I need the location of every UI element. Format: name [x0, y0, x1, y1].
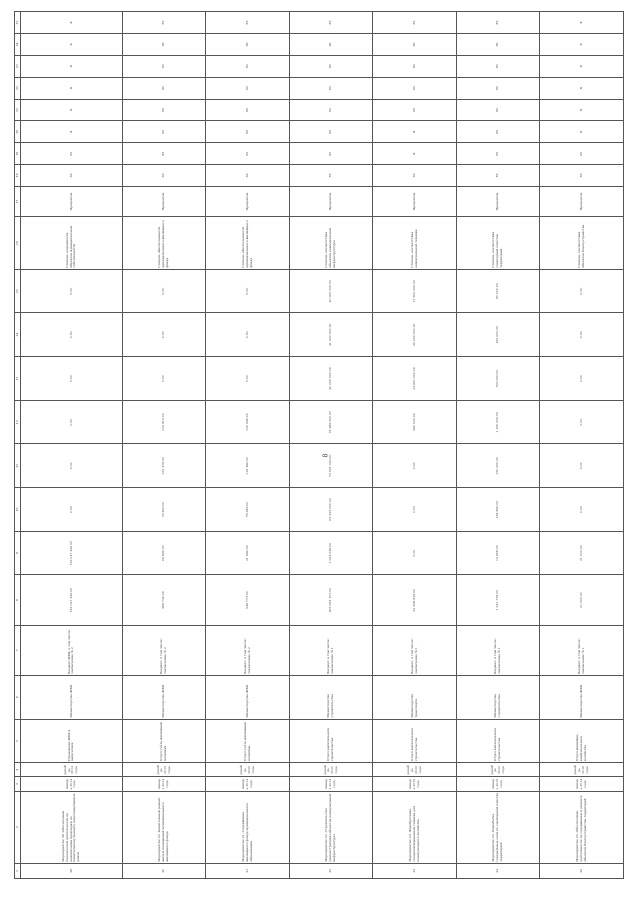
cell-y6: 0,00 [540, 313, 624, 357]
cell-v21: Х [21, 99, 123, 121]
program-table [14, 11, 624, 879]
cell-y4: 120 596,00 [206, 400, 290, 444]
cell-end: декабрь 2015 года [122, 763, 206, 777]
cell-indicator: Степень соответствия коммунальной техники [373, 217, 457, 269]
cell-v23: 85 [289, 55, 373, 77]
header-number-cell: 5 [15, 719, 21, 763]
cell-v20: 85 [122, 121, 206, 143]
cell-v22: Х [540, 77, 624, 99]
header-number-cell: 10 [15, 488, 21, 532]
header-number-cell: 14 [15, 313, 21, 357]
cell-v19: 85 [289, 143, 373, 165]
cell-total: 1 641 779,00 [456, 575, 540, 625]
cell-manager: Министерство ЖКХ [540, 675, 624, 719]
cell-v22: Х [21, 77, 123, 99]
cell-y1: 13 808,00 [456, 531, 540, 575]
cell-manager: Министерство строительства [289, 675, 373, 719]
cell-y3: 0,00 [540, 444, 624, 488]
cell-total: 155 047 436,00 [21, 575, 123, 625]
cell-y5: 500 000,00 [456, 357, 540, 401]
cell-v18: 85 [122, 165, 206, 187]
cell-y4: 0,00 [540, 400, 624, 444]
cell-v25: 85 [289, 12, 373, 34]
cell-y7: 80 000,00 [456, 269, 540, 313]
cell-v25: 85 [206, 12, 290, 34]
cell-y3: 0,00 [21, 444, 123, 488]
cell-indicator: Степень соответствия санитарной очистки территорий [456, 217, 540, 269]
cell-y6: 0,00 [21, 313, 123, 357]
cell-executor: Управление ЖКХ и энергетики [21, 719, 123, 763]
cell-y5: 0,00 [122, 357, 206, 401]
cell-end: декабрь 2020 года [289, 763, 373, 777]
cell-end: декабрь 2020 года [373, 763, 457, 777]
cell-source: Бюджет, в том числе: заключение № 1 [373, 625, 457, 675]
cell-y6: 41 400 000,00 [289, 313, 373, 357]
cell-y4: 0,00 [21, 400, 123, 444]
table-row [289, 12, 373, 879]
cell-name: Мероприятие 39. Обеспечение показателей деятельности по компенсации прокладки по капитальному ремонту многоквартирных домов [21, 791, 123, 863]
cell-executor: Отдел учёта жилищной политики [122, 719, 206, 763]
cell-num: 42 [289, 863, 373, 878]
header-number-cell: 21 [15, 99, 21, 121]
cell-indicator: Степень обеспеченности муниципального жилищного фонда [122, 217, 206, 269]
cell-y5: 0,00 [206, 357, 290, 401]
cell-end: декабрь 2016 года [540, 763, 624, 777]
header-number-cell: 8 [15, 575, 21, 625]
cell-source: Бюджет, в том числе: заключение № 2 [122, 625, 206, 675]
cell-v19: 85 [456, 143, 540, 165]
cell-source: Бюджет, в том числе: заключение № 2 [206, 625, 290, 675]
cell-v19: 85 [122, 143, 206, 165]
cell-v23: Х [540, 55, 624, 77]
header-number-cell: 3 [15, 777, 21, 791]
cell-y5: 50 000 000,00 [289, 357, 373, 401]
cell-v22: 85 [289, 77, 373, 99]
cell-y7: 17 500 000,00 [373, 269, 457, 313]
cell-y6: 0,00 [206, 313, 290, 357]
cell-v23: Х [21, 55, 123, 77]
cell-v18: 85 [540, 165, 624, 187]
header-number-cell: 22 [15, 77, 21, 99]
cell-v22: 85 [456, 77, 540, 99]
cell-unit: Процентов [373, 186, 457, 217]
cell-v22: 85 [122, 77, 206, 99]
cell-name: Мероприятие 41. Содержание жилищного фонда муниципального образования [206, 791, 290, 863]
cell-executor: Отдел капитального строительства [289, 719, 373, 763]
cell-v18: 85 [456, 165, 540, 187]
page-number: 8 [322, 453, 330, 458]
cell-v24: Х [540, 34, 624, 56]
cell-v24: 85 [456, 34, 540, 56]
cell-unit: Процентов [206, 186, 290, 217]
cell-manager: Министерство транспорта [373, 675, 457, 719]
cell-y5: 24 861 000,00 [373, 357, 457, 401]
header-number-cell: 13 [15, 357, 21, 401]
cell-y6: 165 000,00 [456, 313, 540, 357]
cell-y2: 0,00 [373, 488, 457, 532]
header-number-cell: 18 [15, 165, 21, 187]
cell-indicator: Степень соответствия объектов коммунальной инфраструктуры [289, 217, 373, 269]
cell-name: Мероприятие 44. Разработка генеральных схем по санитарной очистке территорий [456, 791, 540, 863]
cell-source: Бюджет, в том числе: заключение № 1 [456, 625, 540, 675]
cell-v20: Х [373, 121, 457, 143]
cell-unit: Процентов [456, 186, 540, 217]
cell-v25: Х [540, 12, 624, 34]
cell-y3: 119 496,00 [206, 444, 290, 488]
cell-y2: 79 450,00 [122, 488, 206, 532]
cell-y1: 1 064 638,00 [289, 531, 373, 575]
cell-y6: 40 000 000,00 [373, 313, 457, 357]
cell-y7: 40 000 000,00 [289, 269, 373, 313]
cell-v20: Х [540, 121, 624, 143]
cell-end: декабрь 2020 года [206, 763, 290, 777]
table-row [21, 12, 123, 879]
cell-y7: 0,00 [21, 269, 123, 313]
cell-v20: Х [21, 121, 123, 143]
header-number-cell: 6 [15, 675, 21, 719]
cell-manager: Министерство ЖКХ [122, 675, 206, 719]
cell-v22: 85 [206, 77, 290, 99]
cell-source: Бюджет, в том числе: заключение № 1 [540, 625, 624, 675]
cell-name: Мероприятие 45. Обеспечение деятельности по содержанию и ремонту объектов благоустройства территорий [540, 791, 624, 863]
cell-y7: 0,00 [540, 269, 624, 313]
cell-v22: 85 [373, 77, 457, 99]
cell-y3: 0,00 [373, 444, 457, 488]
cell-y3: 125 479,00 [122, 444, 206, 488]
cell-v20: 85 [206, 121, 290, 143]
table-row [540, 12, 624, 879]
cell-num: 40 [122, 863, 206, 878]
cell-manager: Министерство ЖКХ [21, 675, 123, 719]
cell-unit: Процентов [289, 186, 373, 217]
cell-v18: 85 [21, 165, 123, 187]
cell-y1: 21 000,00 [540, 531, 624, 575]
cell-start: январь 2014 года [540, 777, 624, 791]
cell-v20: 85 [456, 121, 540, 143]
cell-num: 43 [373, 863, 457, 878]
header-number-cell: 1 [15, 863, 21, 878]
cell-y2: 63 553 000,00 [289, 488, 373, 532]
cell-v18: 85 [289, 165, 373, 187]
cell-unit: Процентов [540, 186, 624, 217]
header-number-cell: 2 [15, 791, 21, 863]
cell-start: январь 2014 года [122, 777, 206, 791]
header-number-cell: 16 [15, 217, 21, 269]
cell-executor: Отдел капитального строительства [373, 719, 457, 763]
cell-indicator: Степень соответствия объектов благоустройства [540, 217, 624, 269]
header-number-cell: 12 [15, 400, 21, 444]
table-row [373, 12, 457, 879]
cell-total: 389 740,06 [122, 575, 206, 625]
cell-y5: 0,00 [540, 357, 624, 401]
cell-v25: 85 [122, 12, 206, 34]
cell-v23: 85 [206, 55, 290, 77]
cell-executor: Отдел капитального строительства [456, 719, 540, 763]
cell-executor: Отдел учёта жилищной политики [206, 719, 290, 763]
cell-v19: Х [373, 143, 457, 165]
cell-source: Бюджет, в том числе: заключение № 1 [289, 625, 373, 675]
cell-executor: Отдел жилищно-коммунального хозяйства [540, 719, 624, 763]
cell-v25: 85 [456, 12, 540, 34]
table-row [206, 12, 290, 879]
cell-num: 45 [540, 863, 624, 878]
header-number-cell: 11 [15, 444, 21, 488]
cell-y3: 73 541 060,00 [289, 444, 373, 488]
cell-v19: 85 [540, 143, 624, 165]
header-number-cell: 23 [15, 55, 21, 77]
cell-v24: 85 [206, 34, 290, 56]
cell-num: 39 [21, 863, 123, 878]
cell-source: Бюджет ЖКХ, в том числе: заключение № 2 [21, 625, 123, 675]
cell-v21: 85 [206, 99, 290, 121]
table-row [122, 12, 206, 879]
header-number-cell: 9 [15, 531, 21, 575]
cell-y7: 0,00 [206, 269, 290, 313]
cell-start: январь 2014 года [21, 777, 123, 791]
cell-total: 549 773,00 [206, 575, 290, 625]
cell-v21: Х [540, 99, 624, 121]
cell-num: 41 [206, 863, 290, 878]
cell-v19: 85 [21, 143, 123, 165]
cell-end: декабрь 2020 года [456, 763, 540, 777]
cell-y1: 0,00 [373, 531, 457, 575]
cell-unit: Процентов [122, 186, 206, 217]
cell-v23: 85 [122, 55, 206, 77]
cell-start: январь 2016 года [456, 777, 540, 791]
cell-v24: 85 [373, 34, 457, 56]
cell-total: 21 000,00 [540, 575, 624, 625]
cell-y1: 21 894,00 [206, 531, 290, 575]
cell-y4: 79 289 000,00 [289, 400, 373, 444]
cell-end: декабрь 2014 года [21, 763, 123, 777]
cell-start: январь 2014 года [289, 777, 373, 791]
cell-v21: 85 [289, 99, 373, 121]
cell-manager: Министерство строительства [456, 675, 540, 719]
cell-v23: 85 [456, 55, 540, 77]
cell-start: январь 2014 года [206, 777, 290, 791]
cell-v23: 85 [373, 55, 457, 77]
cell-y1: 69 896,00 [122, 531, 206, 575]
cell-name: Мероприятие 40. Капитальный ремонт жилых помещений муниципального жилищного фонда [122, 791, 206, 863]
cell-y3: 150 000,00 [456, 444, 540, 488]
cell-v21: 85 [122, 99, 206, 121]
cell-num: 44 [456, 863, 540, 878]
header-number-cell: 24 [15, 34, 21, 56]
cell-name: Мероприятие 43. Приобретение специализированной техники для коммунального хозяйства [373, 791, 457, 863]
cell-y2: 0,00 [21, 488, 123, 532]
cell-y2: 184 890,00 [456, 488, 540, 532]
cell-v25: Х [21, 12, 123, 34]
header-number-cell: 7 [15, 625, 21, 675]
cell-v24: Х [21, 34, 123, 56]
header-number-cell: 20 [15, 121, 21, 143]
cell-y2: 78 383,00 [206, 488, 290, 532]
cell-indicator: Степень обеспеченности муниципального жилищного фонда [206, 217, 290, 269]
header-number-cell: 19 [15, 143, 21, 165]
cell-y2: 0,00 [540, 488, 624, 532]
cell-y7: 0,00 [122, 269, 206, 313]
cell-indicator: Степень сохранности объектов муниципальной собственности [21, 217, 123, 269]
cell-total: 303 633 107,00 [289, 575, 373, 625]
cell-unit: Процентов [21, 186, 123, 217]
table-row [456, 12, 540, 879]
header-number-cell: 17 [15, 186, 21, 217]
cell-name: Мероприятие 42. Строительство (реконструкция) объектов коммунальной инфраструктуры [289, 791, 373, 863]
cell-v20: 85 [289, 121, 373, 143]
cell-v18: 85 [373, 165, 457, 187]
header-number-cell: 25 [15, 12, 21, 34]
cell-v19: 85 [206, 143, 290, 165]
cell-start: январь 2015 года [373, 777, 457, 791]
cell-y5: 0,00 [21, 357, 123, 401]
cell-y1: 155 047 436,00 [21, 531, 123, 575]
cell-y4: 124 915,00 [122, 400, 206, 444]
header-number-cell: 15 [15, 269, 21, 313]
cell-v18: 85 [206, 165, 290, 187]
cell-total: 81 959 819,00 [373, 575, 457, 625]
cell-y6: 0,00 [122, 313, 206, 357]
header-number-cell: 4 [15, 763, 21, 777]
cell-y4: 1 160 000,00 [456, 400, 540, 444]
cell-v24: 85 [122, 34, 206, 56]
cell-y4: 580 000,00 [373, 400, 457, 444]
cell-v21: 85 [373, 99, 457, 121]
cell-v25: 85 [373, 12, 457, 34]
cell-v21: 85 [456, 99, 540, 121]
cell-v24: 85 [289, 34, 373, 56]
cell-manager: Министерство ЖКХ [206, 675, 290, 719]
